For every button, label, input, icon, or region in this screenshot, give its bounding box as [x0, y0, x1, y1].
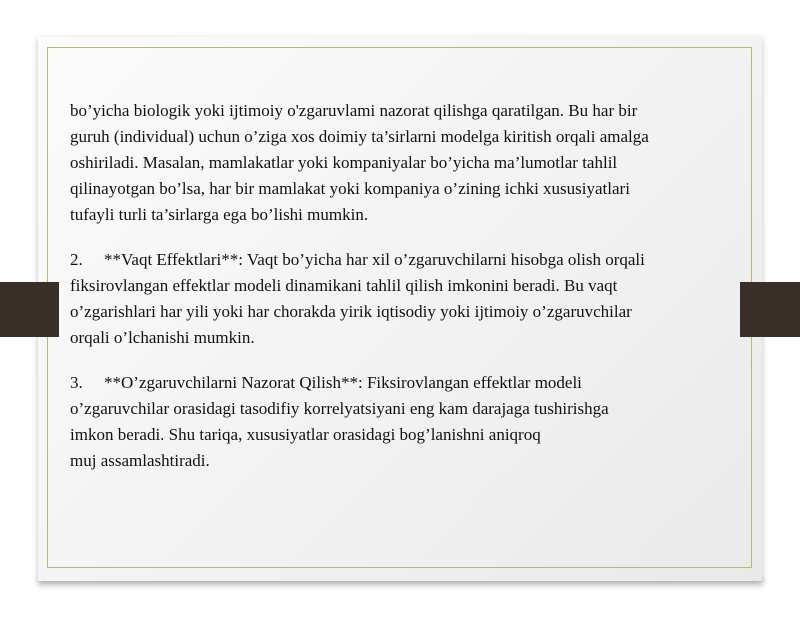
- text-line: o’zgarishlari har yili yoki har chorakda yirik iqtisodiy yoki ijtimoiy o’zgaruvchilar: [70, 302, 632, 321]
- text-line: o’zgaruvchilar orasidagi tasodifiy korrelyatsiyani eng kam darajaga tushirishga: [70, 399, 609, 418]
- text-line: tufayli turli ta’sirlarga ega bo’lishi mumkin.: [70, 205, 369, 224]
- list-item-3: [70, 370, 740, 474]
- text-line: oshiriladi. Masalan, mamlakatlar yoki kompaniyalar bo’yicha ma’lumotlar tahlil: [70, 153, 618, 172]
- text-line: orqali o’lchanishi mumkin.: [70, 328, 255, 347]
- paragraph-1: [70, 98, 740, 228]
- text-line: [70, 370, 740, 396]
- list-number: 2.: [70, 250, 83, 269]
- text-line: imkon beradi. Shu tariqa, xususiyatlar orasidagi bog’lanishni aniqroq: [70, 425, 541, 444]
- list-number: 3.: [70, 373, 83, 392]
- text-line: qilinayotgan bo’lsa, har bir mamlakat yoki kompaniya o’zining ichki xususiyatlari: [70, 179, 630, 198]
- document-body: [70, 98, 740, 493]
- text-line-content: **O’zgaruvchilarni Nazorat Qilish**: Fiksirovlangan effektlar modeli: [104, 373, 582, 392]
- text-line: fiksirovlangan effektlar modeli dinamikani tahlil qilish imkonini beradi. Bu vaqt: [70, 276, 618, 295]
- list-item-2: [70, 247, 740, 351]
- text-line-content: **Vaqt Effektlari**: Vaqt bo’yicha har xil o’zgaruvchilarni hisobga olish orqali: [104, 250, 645, 269]
- text-line: [70, 247, 740, 273]
- text-line: bo’yicha biologik yoki ijtimoiy o'zgaruvlami nazorat qilishga qaratilgan. Bu har bir: [70, 101, 638, 120]
- right-side-tab: [740, 282, 800, 337]
- text-line: muj assamlashtiradi.: [70, 451, 210, 470]
- text-line: guruh (individual) uchun o’ziga xos doimiy ta’sirlarni modelga kiritish orqali amalga: [70, 127, 649, 146]
- left-side-tab: [0, 282, 59, 337]
